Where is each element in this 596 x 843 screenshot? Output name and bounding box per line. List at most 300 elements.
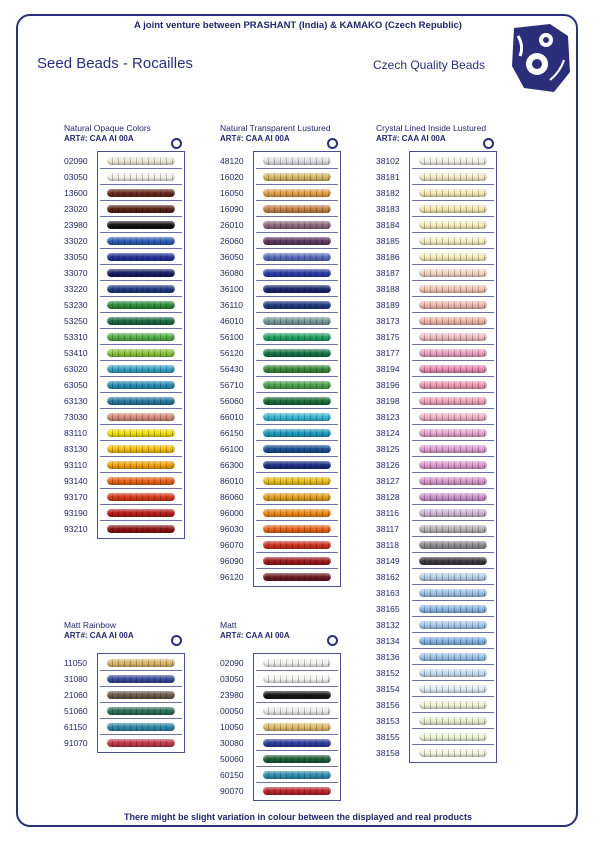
bead-swatch <box>256 346 338 361</box>
bead-swatch <box>100 426 182 441</box>
bead-swatch <box>256 506 338 521</box>
color-code: 38152 <box>376 668 400 678</box>
bead-strand <box>419 605 487 613</box>
bead-strand <box>263 445 331 453</box>
color-code: 46010 <box>220 316 244 326</box>
bead-swatch <box>412 234 494 249</box>
color-code: 23980 <box>64 220 88 230</box>
color-code: 66300 <box>220 460 244 470</box>
bead-swatch <box>412 250 494 265</box>
bead-strand <box>107 173 175 181</box>
bead-strand <box>419 525 487 533</box>
prako-logo-icon <box>510 22 572 96</box>
color-code: 26010 <box>220 220 244 230</box>
bead-strand <box>107 205 175 213</box>
bead-strand <box>263 557 331 565</box>
bead-strand <box>107 723 175 731</box>
bead-strand <box>419 589 487 597</box>
color-code: 56100 <box>220 332 244 342</box>
bead-strand <box>419 365 487 373</box>
bead-strand <box>263 691 331 699</box>
color-code: 16050 <box>220 188 244 198</box>
bead-swatch <box>100 688 182 703</box>
color-code: 03050 <box>220 674 244 684</box>
bead-strand <box>263 205 331 213</box>
bead-swatch <box>100 410 182 425</box>
bead-strand <box>263 237 331 245</box>
code-list <box>64 153 100 537</box>
bead-swatch <box>256 170 338 185</box>
bead-swatch <box>412 746 494 761</box>
bead-swatch <box>256 704 338 719</box>
color-code: 63050 <box>64 380 88 390</box>
bead-swatch <box>100 314 182 329</box>
bead-swatch <box>412 170 494 185</box>
color-code: 36100 <box>220 284 244 294</box>
bead-swatch <box>412 458 494 473</box>
color-code: 38188 <box>376 284 400 294</box>
bead-strand <box>107 707 175 715</box>
bead-strand <box>263 317 331 325</box>
bead-swatch <box>256 752 338 767</box>
color-code: 38132 <box>376 620 400 630</box>
color-code: 38116 <box>376 508 400 518</box>
bead-swatch <box>100 378 182 393</box>
bead-strand <box>419 717 487 725</box>
bead-strand <box>107 253 175 261</box>
bead-strand <box>419 573 487 581</box>
bead-strand <box>419 253 487 261</box>
section-heading-matt-rainbow: Matt Rainbow <box>64 620 116 630</box>
color-code: 38117 <box>376 524 400 534</box>
bead-swatch <box>256 426 338 441</box>
color-code: 53230 <box>64 300 88 310</box>
code-list <box>64 655 100 751</box>
color-code: 56430 <box>220 364 244 374</box>
bead-swatch <box>256 522 338 537</box>
bead-strand <box>107 269 175 277</box>
bead-swatch <box>256 570 338 585</box>
bead-strand <box>107 317 175 325</box>
bead-strand <box>107 189 175 197</box>
bead-strand <box>263 381 331 389</box>
color-code: 11050 <box>64 658 88 668</box>
bead-swatch <box>412 682 494 697</box>
color-code: 38118 <box>376 540 400 550</box>
color-code: 33020 <box>64 236 88 246</box>
bead-strand <box>419 621 487 629</box>
bead-strand <box>419 205 487 213</box>
section-heading-crystal: Crystal Lined Inside Lustured <box>376 123 487 133</box>
bead-strand <box>107 493 175 501</box>
bead-swatch <box>412 202 494 217</box>
color-code: 38162 <box>376 572 400 582</box>
color-code: 38189 <box>376 300 400 310</box>
bead-swatch <box>412 474 494 489</box>
bead-strand <box>419 381 487 389</box>
color-code: 91070 <box>64 738 88 748</box>
color-code: 33220 <box>64 284 88 294</box>
color-code: 50060 <box>220 754 244 764</box>
bead-strand <box>419 493 487 501</box>
bead-strand <box>107 675 175 683</box>
bead-swatch <box>256 784 338 799</box>
bead-strand <box>263 285 331 293</box>
bead-strand <box>419 733 487 741</box>
bead-swatch <box>256 266 338 281</box>
bead-strand <box>263 349 331 357</box>
bead-strand <box>263 301 331 309</box>
color-code: 38182 <box>376 188 400 198</box>
bead-swatch <box>100 522 182 537</box>
bead-swatch <box>256 362 338 377</box>
color-code: 56710 <box>220 380 244 390</box>
color-code: 96090 <box>220 556 244 566</box>
color-code: 38149 <box>376 556 400 566</box>
bead-strand <box>107 429 175 437</box>
bead-swatch <box>100 282 182 297</box>
swatch-column <box>97 653 185 753</box>
bead-strand <box>263 707 331 715</box>
bead-strand <box>419 221 487 229</box>
bead-strand <box>107 691 175 699</box>
color-code: 38184 <box>376 220 400 230</box>
bead-swatch <box>256 250 338 265</box>
color-code: 38155 <box>376 732 400 742</box>
bead-ring-icon <box>171 138 182 149</box>
bead-strand <box>419 749 487 757</box>
bead-strand <box>263 787 331 795</box>
color-code: 38177 <box>376 348 400 358</box>
art-number: ART#: CAA AI 00A <box>376 134 446 143</box>
bead-strand <box>263 675 331 683</box>
color-code: 38123 <box>376 412 400 422</box>
bead-strand <box>263 157 331 165</box>
bead-swatch <box>256 768 338 783</box>
section-heading-matt: Matt <box>220 620 237 630</box>
bead-swatch <box>412 298 494 313</box>
color-code: 38196 <box>376 380 400 390</box>
bead-swatch <box>412 378 494 393</box>
bead-swatch <box>412 730 494 745</box>
swatch-column <box>253 653 341 801</box>
color-code: 38185 <box>376 236 400 246</box>
bead-swatch <box>100 154 182 169</box>
bead-strand <box>107 333 175 341</box>
bead-swatch <box>256 314 338 329</box>
color-code: 13600 <box>64 188 88 198</box>
bead-strand <box>419 173 487 181</box>
bead-strand <box>419 541 487 549</box>
bead-swatch <box>256 282 338 297</box>
bead-swatch <box>412 554 494 569</box>
bead-strand <box>419 285 487 293</box>
bead-strand <box>263 221 331 229</box>
bead-strand <box>263 493 331 501</box>
color-code: 96000 <box>220 508 244 518</box>
bead-swatch <box>100 736 182 751</box>
color-code: 56120 <box>220 348 244 358</box>
color-code: 38156 <box>376 700 400 710</box>
color-code: 38173 <box>376 316 400 326</box>
bead-strand <box>107 301 175 309</box>
bead-swatch <box>256 154 338 169</box>
bead-swatch <box>100 656 182 671</box>
color-code: 83110 <box>64 428 88 438</box>
color-code: 38163 <box>376 588 400 598</box>
bead-swatch <box>412 282 494 297</box>
bead-swatch <box>100 458 182 473</box>
bead-ring-icon <box>171 635 182 646</box>
bead-strand <box>107 397 175 405</box>
bead-strand <box>263 755 331 763</box>
art-number: ART#: CAA AI 00A <box>64 134 134 143</box>
bead-swatch <box>256 378 338 393</box>
color-code: 38175 <box>376 332 400 342</box>
bead-swatch <box>412 570 494 585</box>
color-code: 83130 <box>64 444 88 454</box>
bead-strand <box>107 461 175 469</box>
bead-strand <box>107 237 175 245</box>
color-code: 10050 <box>220 722 244 732</box>
bead-strand <box>263 723 331 731</box>
bead-swatch <box>412 538 494 553</box>
bead-strand <box>107 525 175 533</box>
bead-strand <box>419 349 487 357</box>
bead-strand <box>263 461 331 469</box>
color-code: 16020 <box>220 172 244 182</box>
bead-swatch <box>412 506 494 521</box>
color-code: 96070 <box>220 540 244 550</box>
bead-strand <box>107 445 175 453</box>
bead-swatch <box>256 490 338 505</box>
bead-swatch <box>256 538 338 553</box>
bead-strand <box>107 413 175 421</box>
color-code: 38134 <box>376 636 400 646</box>
color-code: 93170 <box>64 492 88 502</box>
bead-swatch <box>100 362 182 377</box>
color-code: 63130 <box>64 396 88 406</box>
bead-swatch <box>412 666 494 681</box>
bead-strand <box>107 509 175 517</box>
color-code: 66100 <box>220 444 244 454</box>
joint-venture-text: A joint venture between PRASHANT (India) & KAMAKO (Czech Republic) <box>134 20 462 31</box>
color-code: 38125 <box>376 444 400 454</box>
bead-strand <box>263 253 331 261</box>
color-code: 38154 <box>376 684 400 694</box>
bead-strand <box>419 301 487 309</box>
color-code: 96030 <box>220 524 244 534</box>
bead-strand <box>263 429 331 437</box>
bead-strand <box>419 269 487 277</box>
color-code: 38153 <box>376 716 400 726</box>
color-code: 93110 <box>64 460 88 470</box>
bead-swatch <box>100 506 182 521</box>
bead-swatch <box>256 330 338 345</box>
color-code: 38127 <box>376 476 400 486</box>
bead-swatch <box>256 202 338 217</box>
bead-swatch <box>100 170 182 185</box>
color-code: 33070 <box>64 268 88 278</box>
color-code: 48120 <box>220 156 244 166</box>
color-code: 38198 <box>376 396 400 406</box>
color-code: 03050 <box>64 172 88 182</box>
bead-swatch <box>412 154 494 169</box>
color-code: 61150 <box>64 722 88 732</box>
bead-swatch <box>256 410 338 425</box>
bead-swatch <box>256 474 338 489</box>
bead-swatch <box>412 314 494 329</box>
section-heading-opaque: Natural Opaque Colors <box>64 123 151 133</box>
bead-strand <box>263 333 331 341</box>
bead-strand <box>107 285 175 293</box>
color-code: 31080 <box>64 674 88 684</box>
bead-swatch <box>256 186 338 201</box>
color-code: 23020 <box>64 204 88 214</box>
color-code: 38102 <box>376 156 400 166</box>
bead-swatch <box>412 266 494 281</box>
color-code: 86060 <box>220 492 244 502</box>
bead-swatch <box>412 490 494 505</box>
bead-swatch <box>100 266 182 281</box>
swatch-column <box>253 151 341 587</box>
bead-swatch <box>256 298 338 313</box>
color-code: 26060 <box>220 236 244 246</box>
bead-swatch <box>412 714 494 729</box>
bead-strand <box>263 477 331 485</box>
bead-strand <box>107 221 175 229</box>
bead-swatch <box>412 698 494 713</box>
color-code: 56060 <box>220 396 244 406</box>
bead-swatch <box>100 394 182 409</box>
color-code: 38158 <box>376 748 400 758</box>
color-code: 53250 <box>64 316 88 326</box>
bead-swatch <box>100 330 182 345</box>
bead-swatch <box>412 394 494 409</box>
bead-strand <box>263 771 331 779</box>
color-code: 38124 <box>376 428 400 438</box>
color-code: 38181 <box>376 172 400 182</box>
bead-strand <box>107 381 175 389</box>
bead-strand <box>419 189 487 197</box>
bead-strand <box>419 701 487 709</box>
color-code: 53310 <box>64 332 88 342</box>
color-code: 38128 <box>376 492 400 502</box>
swatch-column <box>409 151 497 763</box>
bead-strand <box>107 477 175 485</box>
bead-strand <box>419 429 487 437</box>
color-code: 93190 <box>64 508 88 518</box>
art-number: ART#: CAA AI 00A <box>220 134 290 143</box>
bead-strand <box>263 659 331 667</box>
bead-swatch <box>100 186 182 201</box>
bead-strand <box>263 189 331 197</box>
bead-swatch <box>412 330 494 345</box>
color-code: 33050 <box>64 252 88 262</box>
color-code: 90070 <box>220 786 244 796</box>
bead-ring-icon <box>327 138 338 149</box>
bead-swatch <box>412 346 494 361</box>
bead-swatch <box>256 442 338 457</box>
bead-swatch <box>100 202 182 217</box>
quality-subtitle: Czech Quality Beads <box>373 58 486 72</box>
bead-swatch <box>412 410 494 425</box>
color-code: 96120 <box>220 572 244 582</box>
color-code: 93210 <box>64 524 88 534</box>
color-code: 02090 <box>220 658 244 668</box>
bead-swatch <box>256 656 338 671</box>
bead-strand <box>419 669 487 677</box>
color-code: 36110 <box>220 300 244 310</box>
bead-ring-icon <box>483 138 494 149</box>
color-code: 36080 <box>220 268 244 278</box>
color-code: 38187 <box>376 268 400 278</box>
bead-swatch <box>100 234 182 249</box>
bead-swatch <box>100 250 182 265</box>
color-code: 16090 <box>220 204 244 214</box>
bead-strand <box>263 413 331 421</box>
bead-swatch <box>412 602 494 617</box>
bead-strand <box>419 445 487 453</box>
art-number: ART#: CAA AI 00A <box>220 631 290 640</box>
code-list <box>220 655 256 799</box>
bead-swatch <box>412 218 494 233</box>
bead-swatch <box>100 346 182 361</box>
color-code: 38183 <box>376 204 400 214</box>
color-code: 93140 <box>64 476 88 486</box>
bead-strand <box>263 269 331 277</box>
color-code: 38165 <box>376 604 400 614</box>
color-code: 53410 <box>64 348 88 358</box>
bead-strand <box>263 397 331 405</box>
color-code: 66150 <box>220 428 244 438</box>
bead-swatch <box>100 704 182 719</box>
bead-strand <box>263 173 331 181</box>
bead-strand <box>419 317 487 325</box>
bead-strand <box>107 659 175 667</box>
bead-swatch <box>412 442 494 457</box>
bead-swatch <box>412 426 494 441</box>
bead-swatch <box>256 234 338 249</box>
bead-strand <box>419 557 487 565</box>
bead-strand <box>419 477 487 485</box>
bead-strand <box>419 637 487 645</box>
bead-swatch <box>100 490 182 505</box>
bead-swatch <box>256 218 338 233</box>
bead-swatch <box>256 554 338 569</box>
bead-strand <box>419 413 487 421</box>
bead-swatch <box>412 522 494 537</box>
code-list <box>376 153 412 761</box>
color-code: 30080 <box>220 738 244 748</box>
color-code: 38136 <box>376 652 400 662</box>
bead-strand <box>263 509 331 517</box>
bead-strand <box>263 573 331 581</box>
bead-strand <box>107 365 175 373</box>
bead-swatch <box>412 586 494 601</box>
color-code: 66010 <box>220 412 244 422</box>
bead-strand <box>419 461 487 469</box>
bead-strand <box>419 653 487 661</box>
bead-swatch <box>412 186 494 201</box>
bead-swatch <box>256 720 338 735</box>
bead-strand <box>419 157 487 165</box>
swatch-column <box>97 151 185 539</box>
bead-swatch <box>100 672 182 687</box>
bead-swatch <box>412 634 494 649</box>
color-code: 00050 <box>220 706 244 716</box>
color-code: 36050 <box>220 252 244 262</box>
